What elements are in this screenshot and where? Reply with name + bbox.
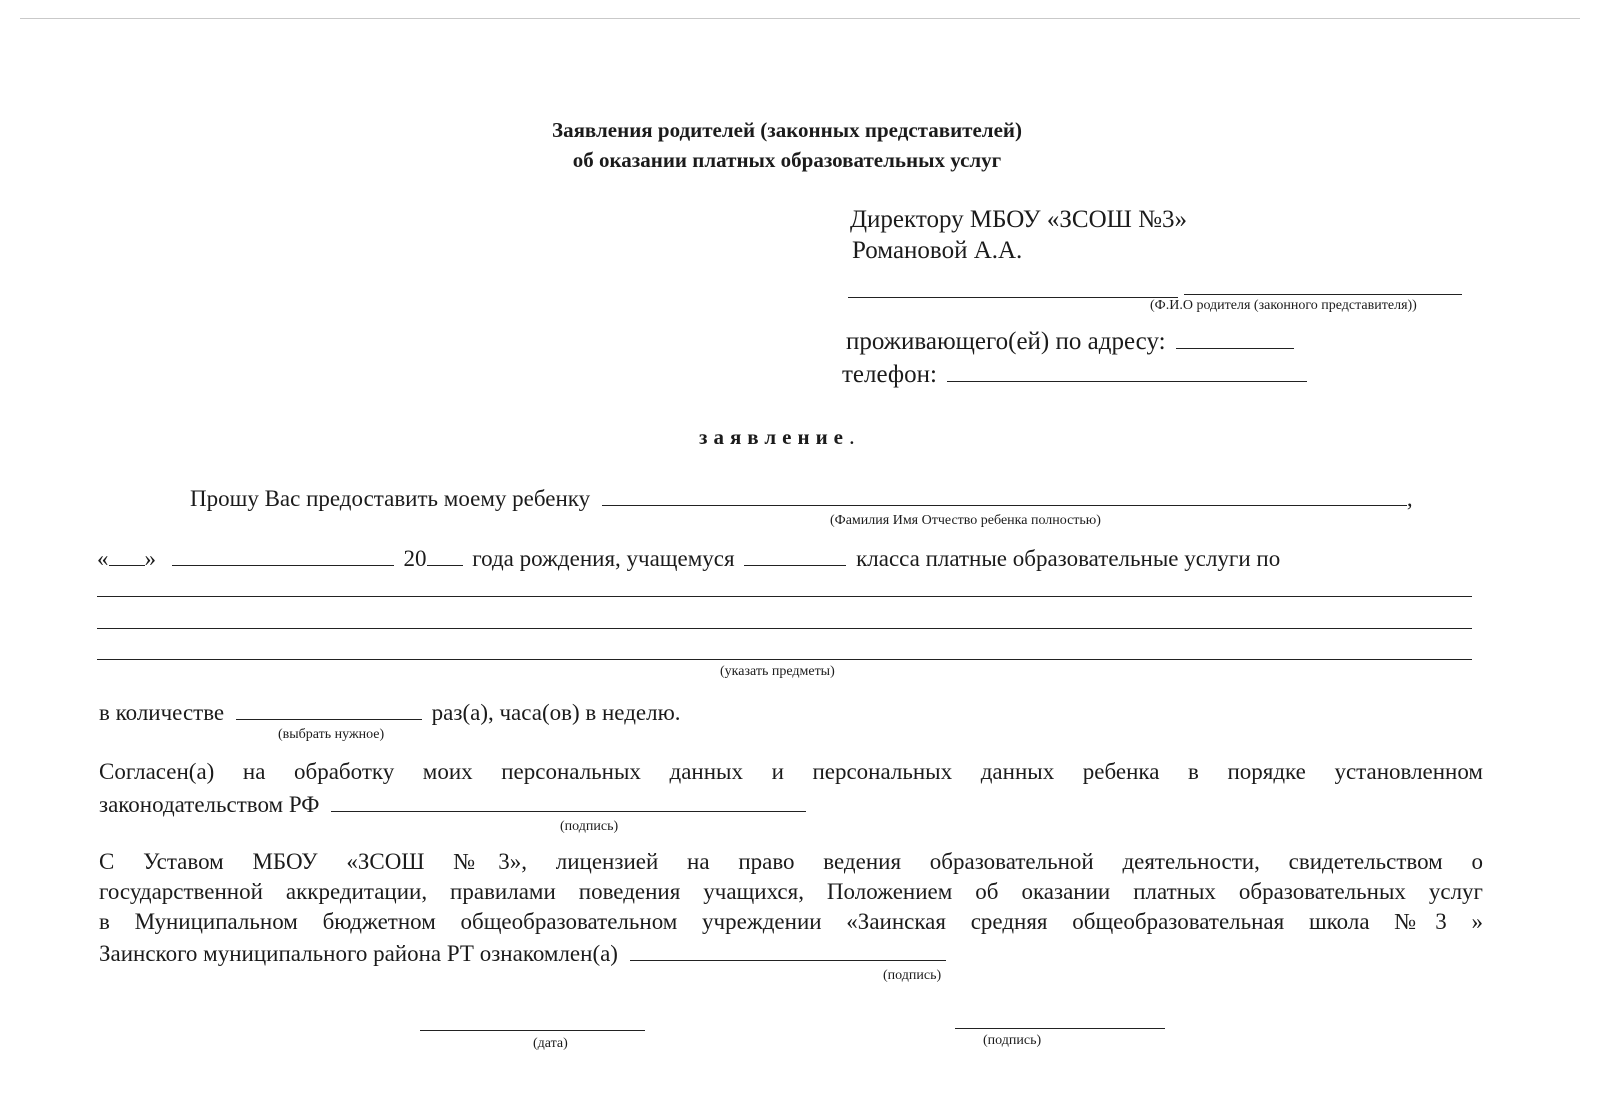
date-field[interactable] (420, 1030, 645, 1031)
consent-signature-hint: (подпись) (560, 819, 619, 834)
scan-top-edge (20, 18, 1580, 19)
consent-line2: законодательством РФ (99, 792, 320, 817)
address-field[interactable] (1176, 348, 1294, 349)
charter-line2: государственной аккредитации, правилами поведения учащихся, Положением об оказании платных образовательных услуг (99, 879, 1483, 904)
parent-name-field[interactable] (848, 297, 1178, 298)
recipient-line2: Романовой А.А. (852, 237, 1023, 264)
birth-month-field[interactable] (172, 565, 394, 566)
subjects-line-2[interactable] (97, 628, 1472, 629)
charter-line4: Заинского муниципального района РТ ознакомлен(а) (99, 941, 618, 966)
year-prefix: 20 (403, 546, 427, 571)
doc-title (699, 424, 855, 450)
parent-name-field-2[interactable] (1184, 294, 1462, 295)
request-text: Прошу Вас предоставить моему ребенку (190, 486, 591, 511)
subjects-line-1[interactable] (97, 596, 1472, 597)
class-text: класса платные образовательные услуги по (856, 546, 1281, 571)
birth-text: года рождения, учащемуся (472, 546, 735, 571)
recipient-line1: Директору МБОУ «ЗСОШ №3» (850, 206, 1187, 233)
request-row (190, 486, 1413, 512)
child-name-field[interactable] (602, 505, 1407, 506)
parent-name-hint: (Ф.И.О родителя (законного представителя)) (1150, 298, 1417, 313)
date-open-quote: « (97, 546, 109, 571)
address-label: проживающего(ей) по адресу: (846, 328, 1166, 355)
document-header (0, 115, 1587, 175)
date-close-quote: » (144, 546, 156, 571)
phone-label: телефон: (842, 361, 937, 388)
header-title-line2: об оказании платных образовательных услуг (572, 148, 1002, 172)
request-comma: , (1406, 486, 1413, 511)
birth-year-field[interactable] (427, 565, 463, 566)
child-name-hint: (Фамилия Имя Отчество ребенка полностью) (830, 513, 1101, 528)
quantity-field[interactable] (236, 719, 422, 720)
phone-row (842, 361, 1307, 389)
birth-row (97, 546, 1280, 572)
birth-day-field[interactable] (109, 565, 145, 566)
quantity-suffix: раз(а), часа(ов) в неделю. (431, 700, 681, 725)
date-hint: (дата) (533, 1036, 568, 1051)
charter-signature-hint: (подпись) (883, 968, 942, 983)
address-row (846, 328, 1294, 356)
subjects-line-3[interactable] (97, 659, 1472, 660)
phone-field[interactable] (947, 381, 1307, 382)
doc-title-dot: . (849, 424, 855, 449)
quantity-row (99, 700, 681, 726)
signature-field[interactable] (955, 1028, 1165, 1029)
signature-hint: (подпись) (983, 1033, 1042, 1048)
subjects-hint: (указать предметы) (720, 664, 835, 679)
quantity-hint: (выбрать нужное) (278, 727, 385, 742)
charter-line3: в Муниципальном бюджетном общеобразовательном учреждении «Заинская средняя общеобразовательная школа №3 » (99, 909, 1483, 934)
class-field[interactable] (744, 565, 846, 566)
header-title-line1: Заявления родителей (законных представителей) (551, 118, 1023, 142)
consent-signature-field[interactable] (331, 811, 806, 812)
consent-row2 (99, 792, 806, 818)
doc-title-word: заявление (699, 425, 849, 449)
consent-line1: Согласен(а) на обработку моих персональных данных и персональных данных ребенка в порядке установленном (99, 759, 1483, 784)
charter-row4 (99, 941, 946, 967)
charter-line1: С Уставом МБОУ «ЗСОШ №3», лицензией на право ведения образовательной деятельности, свидетельством о (99, 849, 1483, 874)
quantity-label: в количестве (99, 700, 225, 725)
charter-signature-field[interactable] (630, 960, 946, 961)
